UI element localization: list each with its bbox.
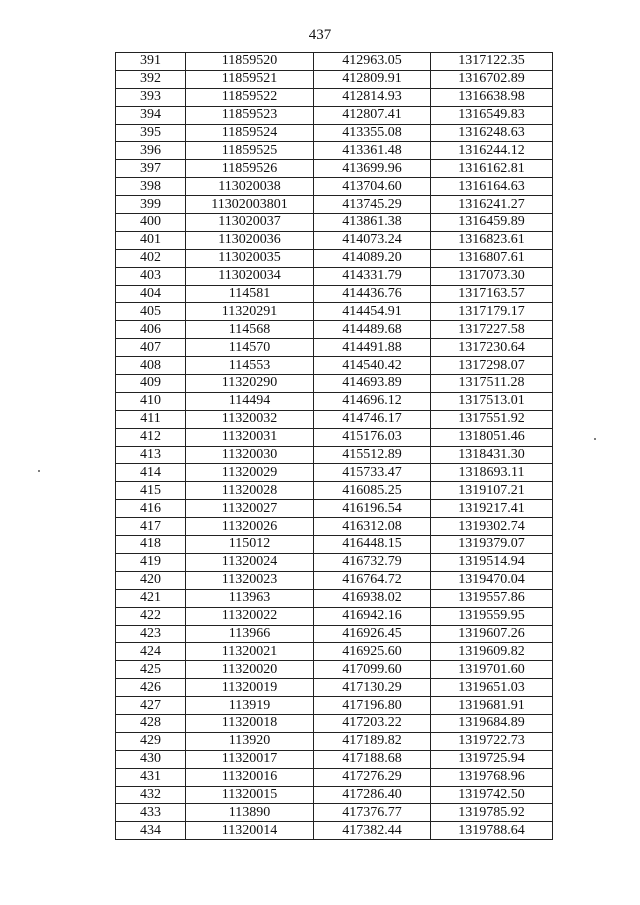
row-index-cell: 403 [116,267,186,285]
x-coordinate-cell: 414693.89 [314,375,431,393]
table-row [116,178,553,196]
y-coordinate-cell: 1319681.91 [431,697,553,715]
x-coordinate-cell: 413861.38 [314,214,431,232]
table-row [116,214,553,232]
y-coordinate-cell: 1316823.61 [431,231,553,249]
y-coordinate-cell: 1317298.07 [431,357,553,375]
row-index-cell: 418 [116,536,186,554]
point-id-cell: 11859522 [186,88,314,106]
point-id-cell: 113020036 [186,231,314,249]
point-id-cell: 113020035 [186,249,314,267]
x-coordinate-cell: 415176.03 [314,428,431,446]
table-row [116,249,553,267]
row-index-cell: 423 [116,625,186,643]
y-coordinate-cell: 1319607.26 [431,625,553,643]
point-id-cell: 11859525 [186,142,314,160]
table-row [116,571,553,589]
x-coordinate-cell: 416085.25 [314,482,431,500]
table-row [116,70,553,88]
table-row [116,589,553,607]
x-coordinate-cell: 415512.89 [314,446,431,464]
x-coordinate-cell: 417189.82 [314,732,431,750]
point-id-cell: 11320031 [186,428,314,446]
x-coordinate-cell: 417099.60 [314,661,431,679]
row-index-cell: 421 [116,589,186,607]
x-coordinate-cell: 417382.44 [314,822,431,840]
table-row [116,142,553,160]
page-number: 437 [308,27,332,43]
point-id-cell: 113963 [186,589,314,607]
y-coordinate-cell: 1316459.89 [431,214,553,232]
table-row [116,53,553,71]
row-index-cell: 404 [116,285,186,303]
x-coordinate-cell: 414089.20 [314,249,431,267]
table-row [116,714,553,732]
row-index-cell: 432 [116,786,186,804]
y-coordinate-cell: 1316807.61 [431,249,553,267]
row-index-cell: 425 [116,661,186,679]
point-id-cell: 11320018 [186,714,314,732]
point-id-cell: 11320030 [186,446,314,464]
row-index-cell: 400 [116,214,186,232]
point-id-cell: 11859521 [186,70,314,88]
y-coordinate-cell: 1318431.30 [431,446,553,464]
point-id-cell: 113020038 [186,178,314,196]
table-row [116,339,553,357]
x-coordinate-cell: 416926.45 [314,625,431,643]
y-coordinate-cell: 1317163.57 [431,285,553,303]
row-index-cell: 415 [116,482,186,500]
x-coordinate-cell: 414489.68 [314,321,431,339]
y-coordinate-cell: 1317230.64 [431,339,553,357]
table-row [116,768,553,786]
y-coordinate-cell: 1316702.89 [431,70,553,88]
x-coordinate-cell: 416942.16 [314,607,431,625]
y-coordinate-cell: 1317227.58 [431,321,553,339]
row-index-cell: 408 [116,357,186,375]
row-index-cell: 395 [116,124,186,142]
table-row [116,625,553,643]
table-row [116,160,553,178]
table-row [116,679,553,697]
y-coordinate-cell: 1319722.73 [431,732,553,750]
point-id-cell: 11320291 [186,303,314,321]
x-coordinate-cell: 414454.91 [314,303,431,321]
table-row [116,303,553,321]
x-coordinate-cell: 416448.15 [314,536,431,554]
table-row [116,357,553,375]
row-index-cell: 426 [116,679,186,697]
x-coordinate-cell: 417196.80 [314,697,431,715]
x-coordinate-cell: 416925.60 [314,643,431,661]
y-coordinate-cell: 1319559.95 [431,607,553,625]
scan-speck [38,470,40,472]
point-id-cell: 11302003801 [186,196,314,214]
table-row [116,536,553,554]
x-coordinate-cell: 417188.68 [314,750,431,768]
x-coordinate-cell: 415733.47 [314,464,431,482]
row-index-cell: 411 [116,410,186,428]
x-coordinate-cell: 414491.88 [314,339,431,357]
point-id-cell: 113966 [186,625,314,643]
row-index-cell: 433 [116,804,186,822]
point-id-cell: 11859524 [186,124,314,142]
table-row [116,518,553,536]
row-index-cell: 427 [116,697,186,715]
x-coordinate-cell: 412963.05 [314,53,431,71]
table-row [116,106,553,124]
point-id-cell: 11320027 [186,500,314,518]
point-id-cell: 114568 [186,321,314,339]
y-coordinate-cell: 1316248.63 [431,124,553,142]
point-id-cell: 11859523 [186,106,314,124]
y-coordinate-cell: 1319557.86 [431,589,553,607]
point-id-cell: 11859520 [186,53,314,71]
row-index-cell: 391 [116,53,186,71]
point-id-cell: 11320023 [186,571,314,589]
y-coordinate-cell: 1319514.94 [431,553,553,571]
row-index-cell: 397 [116,160,186,178]
point-id-cell: 11320017 [186,750,314,768]
table-row [116,446,553,464]
point-id-cell: 11320020 [186,661,314,679]
x-coordinate-cell: 413745.29 [314,196,431,214]
x-coordinate-cell: 413704.60 [314,178,431,196]
x-coordinate-cell: 414436.76 [314,285,431,303]
y-coordinate-cell: 1319742.50 [431,786,553,804]
table-row [116,428,553,446]
x-coordinate-cell: 417130.29 [314,679,431,697]
point-id-cell: 11320028 [186,482,314,500]
table-row [116,124,553,142]
table-row [116,553,553,571]
table-row [116,786,553,804]
table-row [116,464,553,482]
x-coordinate-cell: 416764.72 [314,571,431,589]
x-coordinate-cell: 416196.54 [314,500,431,518]
table-row [116,822,553,840]
point-id-cell: 114570 [186,339,314,357]
y-coordinate-cell: 1316244.12 [431,142,553,160]
y-coordinate-cell: 1318051.46 [431,428,553,446]
x-coordinate-cell: 417276.29 [314,768,431,786]
point-id-cell: 11320019 [186,679,314,697]
table-row [116,392,553,410]
y-coordinate-cell: 1319768.96 [431,768,553,786]
y-coordinate-cell: 1319788.64 [431,822,553,840]
row-index-cell: 393 [116,88,186,106]
point-id-cell: 11320024 [186,553,314,571]
point-id-cell: 114553 [186,357,314,375]
point-id-cell: 114581 [186,285,314,303]
y-coordinate-cell: 1316549.83 [431,106,553,124]
table-row [116,375,553,393]
x-coordinate-cell: 413699.96 [314,160,431,178]
row-index-cell: 419 [116,553,186,571]
y-coordinate-cell: 1319302.74 [431,518,553,536]
table-row [116,500,553,518]
row-index-cell: 409 [116,375,186,393]
y-coordinate-cell: 1319217.41 [431,500,553,518]
row-index-cell: 406 [116,321,186,339]
row-index-cell: 422 [116,607,186,625]
point-id-cell: 113920 [186,732,314,750]
table-row [116,267,553,285]
row-index-cell: 429 [116,732,186,750]
x-coordinate-cell: 412814.93 [314,88,431,106]
x-coordinate-cell: 417376.77 [314,804,431,822]
row-index-cell: 399 [116,196,186,214]
point-id-cell: 11320022 [186,607,314,625]
row-index-cell: 402 [116,249,186,267]
point-id-cell: 11859526 [186,160,314,178]
point-id-cell: 113919 [186,697,314,715]
y-coordinate-cell: 1319609.82 [431,643,553,661]
table-row [116,661,553,679]
point-id-cell: 113020034 [186,267,314,285]
coordinate-table [115,52,553,840]
row-index-cell: 398 [116,178,186,196]
y-coordinate-cell: 1319785.92 [431,804,553,822]
row-index-cell: 416 [116,500,186,518]
y-coordinate-cell: 1317179.17 [431,303,553,321]
y-coordinate-cell: 1318693.11 [431,464,553,482]
row-index-cell: 428 [116,714,186,732]
table-row [116,643,553,661]
y-coordinate-cell: 1319725.94 [431,750,553,768]
point-id-cell: 113890 [186,804,314,822]
row-index-cell: 412 [116,428,186,446]
x-coordinate-cell: 413355.08 [314,124,431,142]
table-row [116,285,553,303]
point-id-cell: 11320290 [186,375,314,393]
y-coordinate-cell: 1317122.35 [431,53,553,71]
y-coordinate-cell: 1319684.89 [431,714,553,732]
x-coordinate-cell: 414073.24 [314,231,431,249]
point-id-cell: 115012 [186,536,314,554]
y-coordinate-cell: 1319701.60 [431,661,553,679]
row-index-cell: 430 [116,750,186,768]
x-coordinate-cell: 416938.02 [314,589,431,607]
y-coordinate-cell: 1317513.01 [431,392,553,410]
coordinate-table-body [116,53,553,840]
x-coordinate-cell: 414696.12 [314,392,431,410]
x-coordinate-cell: 414540.42 [314,357,431,375]
row-index-cell: 396 [116,142,186,160]
point-id-cell: 114494 [186,392,314,410]
x-coordinate-cell: 416732.79 [314,553,431,571]
row-index-cell: 394 [116,106,186,124]
y-coordinate-cell: 1316162.81 [431,160,553,178]
row-index-cell: 405 [116,303,186,321]
row-index-cell: 401 [116,231,186,249]
table-row [116,607,553,625]
row-index-cell: 414 [116,464,186,482]
point-id-cell: 11320021 [186,643,314,661]
point-id-cell: 113020037 [186,214,314,232]
point-id-cell: 11320032 [186,410,314,428]
y-coordinate-cell: 1317551.92 [431,410,553,428]
point-id-cell: 11320029 [186,464,314,482]
row-index-cell: 413 [116,446,186,464]
y-coordinate-cell: 1319107.21 [431,482,553,500]
y-coordinate-cell: 1317073.30 [431,267,553,285]
row-index-cell: 424 [116,643,186,661]
table-row [116,750,553,768]
row-index-cell: 434 [116,822,186,840]
y-coordinate-cell: 1316164.63 [431,178,553,196]
y-coordinate-cell: 1317511.28 [431,375,553,393]
table-row [116,697,553,715]
y-coordinate-cell: 1319470.04 [431,571,553,589]
x-coordinate-cell: 413361.48 [314,142,431,160]
point-id-cell: 11320014 [186,822,314,840]
row-index-cell: 431 [116,768,186,786]
table-row [116,804,553,822]
table-row [116,482,553,500]
table-row [116,321,553,339]
y-coordinate-cell: 1319651.03 [431,679,553,697]
table-row [116,231,553,249]
x-coordinate-cell: 417203.22 [314,714,431,732]
row-index-cell: 420 [116,571,186,589]
y-coordinate-cell: 1316241.27 [431,196,553,214]
table-row [116,410,553,428]
y-coordinate-cell: 1316638.98 [431,88,553,106]
x-coordinate-cell: 412809.91 [314,70,431,88]
row-index-cell: 417 [116,518,186,536]
table-row [116,88,553,106]
y-coordinate-cell: 1319379.07 [431,536,553,554]
scan-speck [594,438,596,440]
row-index-cell: 410 [116,392,186,410]
x-coordinate-cell: 414331.79 [314,267,431,285]
table-row [116,732,553,750]
x-coordinate-cell: 414746.17 [314,410,431,428]
point-id-cell: 11320015 [186,786,314,804]
x-coordinate-cell: 412807.41 [314,106,431,124]
row-index-cell: 407 [116,339,186,357]
table-row [116,196,553,214]
point-id-cell: 11320026 [186,518,314,536]
x-coordinate-cell: 417286.40 [314,786,431,804]
point-id-cell: 11320016 [186,768,314,786]
x-coordinate-cell: 416312.08 [314,518,431,536]
row-index-cell: 392 [116,70,186,88]
